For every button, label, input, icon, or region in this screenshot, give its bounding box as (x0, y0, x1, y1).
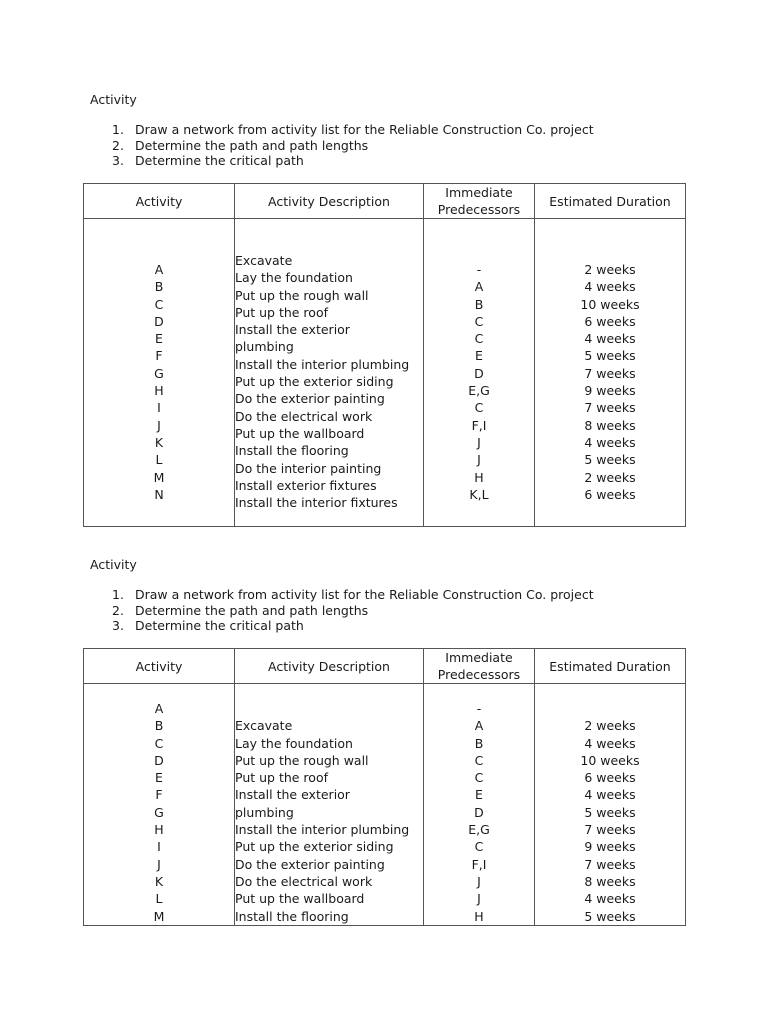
table-cell: 4 weeks (584, 279, 636, 295)
table-cell: D (474, 365, 484, 381)
table-cell: I (157, 839, 161, 855)
table-cell: Do the exterior painting (235, 391, 385, 407)
table-cell: Put up the exterior siding (235, 839, 394, 855)
task-item: 3. Determine the critical path (112, 618, 304, 633)
table-cell: 2 weeks (584, 469, 636, 485)
section-heading: Activity (90, 557, 137, 572)
table-cell: 8 weeks (584, 873, 636, 889)
header-description: Activity Description (235, 184, 424, 219)
table-cell: 6 weeks (584, 770, 636, 786)
table-cell: F,I (471, 417, 487, 433)
table-cell: 6 weeks (584, 486, 636, 502)
table-cell: F (155, 348, 163, 364)
section-heading: Activity (90, 92, 137, 107)
table-cell: Install exterior fixtures (235, 477, 377, 493)
task-list (112, 122, 594, 169)
table-cell: H (154, 822, 164, 838)
table-cell: plumbing (235, 339, 294, 355)
table-cell: Do the exterior painting (235, 856, 385, 872)
table-cell: 5 weeks (584, 804, 636, 820)
table-cell: Do the interior painting (235, 460, 382, 476)
duration-list (535, 261, 685, 503)
table-body-row (84, 219, 686, 527)
table-cell: Install the exterior (235, 787, 350, 803)
table-cell: Lay the foundation (235, 270, 353, 286)
table-cell: 2 weeks (584, 718, 636, 734)
table-cell: plumbing (235, 804, 294, 820)
table-cell: 2 weeks (584, 262, 636, 277)
table-cell: C (154, 735, 164, 751)
table-cell (235, 700, 423, 717)
table-cell: L (155, 891, 163, 907)
task-list (112, 587, 594, 634)
table-cell: E (155, 770, 163, 786)
table-cell: D (154, 313, 164, 329)
table-cell: Put up the wallboard (235, 891, 365, 907)
activity-table (83, 183, 686, 527)
duration-column (535, 219, 686, 527)
table-cell: Excavate (235, 253, 293, 268)
table-cell: E,G (468, 383, 490, 399)
header-description: Activity Description (235, 649, 424, 684)
activity-list (84, 261, 234, 503)
table-cell: 4 weeks (584, 735, 636, 751)
table-cell: J (157, 417, 161, 433)
table-cell: C (474, 770, 484, 786)
table-cell: A (474, 279, 484, 295)
table-cell: C (154, 296, 164, 312)
table-cell: G (154, 365, 164, 381)
table-cell: Excavate (235, 718, 293, 734)
table-cell: 6 weeks (584, 313, 636, 329)
table-header-row (84, 649, 686, 684)
table-cell: 7 weeks (584, 856, 636, 872)
description-list (235, 252, 423, 511)
table-cell: Do the electrical work (235, 408, 373, 424)
description-column (235, 219, 424, 527)
predecessor-list (424, 700, 534, 925)
predecessor-column (424, 684, 535, 926)
table-cell: A (474, 718, 484, 734)
table-cell: Install the interior fixtures (235, 495, 398, 511)
header-predecessors: Immediate Predecessors (424, 649, 535, 684)
header-predecessors: Immediate Predecessors (424, 184, 535, 219)
table-cell: 7 weeks (584, 400, 636, 416)
table-cell: J (157, 856, 161, 872)
table-cell: 5 weeks (584, 908, 636, 924)
table-cell: Put up the rough wall (235, 287, 369, 303)
table-cell: Put up the roof (235, 304, 328, 320)
description-column (235, 684, 424, 926)
duration-list (535, 700, 685, 925)
activity-column (84, 219, 235, 527)
activity-list (84, 700, 234, 925)
table-cell: Lay the foundation (235, 735, 353, 751)
table-cell: J (477, 434, 481, 450)
table-cell: Install the exterior (235, 322, 350, 338)
table-cell: 4 weeks (584, 434, 636, 450)
table-cell: 9 weeks (584, 839, 636, 855)
table-cell: E,G (468, 822, 490, 838)
table-cell: 4 weeks (584, 891, 636, 907)
table-cell: E (475, 348, 483, 364)
table-cell: F (155, 787, 163, 803)
table-cell: 5 weeks (584, 452, 636, 468)
predecessor-column (424, 219, 535, 527)
table-cell: M (153, 908, 165, 924)
table-cell: B (154, 718, 164, 734)
table-cell: N (154, 486, 164, 502)
table-cell: 7 weeks (584, 822, 636, 838)
table-cell: C (474, 839, 484, 855)
table-cell: 4 weeks (584, 331, 636, 347)
duration-column (535, 684, 686, 926)
table-cell: Put up the wallboard (235, 425, 365, 441)
table-cell: K,L (469, 486, 489, 502)
activity-table (83, 648, 686, 926)
header-duration: Estimated Duration (535, 649, 686, 684)
description-list (235, 700, 423, 925)
table-cell: C (474, 313, 484, 329)
task-item: 1. Draw a network from activity list for the Reliable Construction Co. project (112, 122, 594, 137)
table-cell: B (474, 296, 484, 312)
table-cell: 7 weeks (584, 365, 636, 381)
table-cell: Install the interior plumbing (235, 822, 410, 838)
table-cell: D (154, 752, 164, 768)
table-cell: A (154, 262, 164, 277)
table-cell: C (474, 331, 484, 347)
table-cell: - (476, 262, 482, 277)
table-cell: Install the flooring (235, 443, 349, 459)
table-cell: Put up the exterior siding (235, 374, 394, 390)
table-cell: Do the electrical work (235, 873, 373, 889)
table-cell: J (477, 873, 481, 889)
table-cell: 4 weeks (584, 787, 636, 803)
predecessor-list (424, 261, 534, 503)
table-cell: Put up the rough wall (235, 752, 369, 768)
header-activity: Activity (84, 184, 235, 219)
activity-column (84, 684, 235, 926)
table-cell: K (154, 873, 164, 889)
table-body-row (84, 684, 686, 926)
table-cell: 10 weeks (580, 296, 640, 312)
table-cell: E (475, 787, 483, 803)
table-cell: D (474, 804, 484, 820)
table-cell: J (477, 891, 481, 907)
table-cell: Install the flooring (235, 908, 349, 924)
table-cell: Install the interior plumbing (235, 356, 410, 372)
table-cell: J (477, 452, 481, 468)
header-activity: Activity (84, 649, 235, 684)
table-cell: A (154, 701, 164, 716)
table-cell: Put up the roof (235, 770, 328, 786)
table-cell (535, 700, 685, 717)
table-cell: M (153, 469, 165, 485)
table-cell: - (476, 701, 482, 716)
table-cell: B (154, 279, 164, 295)
table-cell: K (154, 434, 164, 450)
table-cell: H (474, 908, 484, 924)
task-item: 1. Draw a network from activity list for the Reliable Construction Co. project (112, 587, 594, 602)
table-cell: 8 weeks (584, 417, 636, 433)
table-cell: B (474, 735, 484, 751)
task-item: 3. Determine the critical path (112, 153, 304, 168)
table-cell: 9 weeks (584, 383, 636, 399)
table-cell: 10 weeks (580, 752, 640, 768)
task-item: 2. Determine the path and path lengths (112, 602, 369, 618)
table-cell: H (154, 383, 164, 399)
table-cell: F,I (471, 856, 487, 872)
table-cell: C (474, 752, 484, 768)
header-duration: Estimated Duration (535, 184, 686, 219)
table-header-row (84, 184, 686, 219)
table-cell: 5 weeks (584, 348, 636, 364)
table-cell: L (155, 452, 163, 468)
table-cell: G (154, 804, 164, 820)
table-cell: E (155, 331, 163, 347)
table-cell: I (157, 400, 161, 416)
table-cell: C (474, 400, 484, 416)
task-item: 2. Determine the path and path lengths (112, 137, 369, 153)
table-cell: H (474, 469, 484, 485)
